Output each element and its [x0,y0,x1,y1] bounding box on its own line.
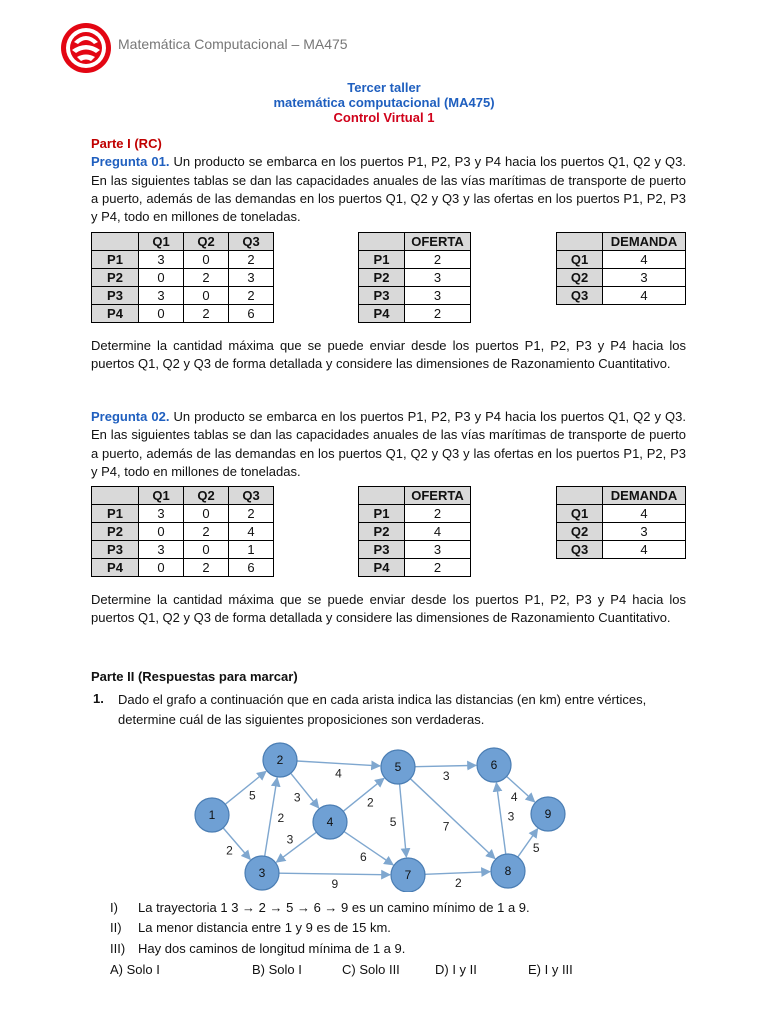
table-header-cell: Q1 [139,487,184,505]
statement-number: III) [110,941,126,956]
q2-text [91,408,686,481]
table-cell: 4 [603,541,686,559]
q1-offer-table [358,232,471,323]
graph-node-label: 9 [544,807,552,821]
table-row [92,523,274,541]
row-header: P4 [359,305,405,323]
row-header: P1 [359,505,405,523]
row-header: Q2 [557,523,603,541]
row-header: P2 [359,523,405,541]
table-header-cell: Q2 [184,233,229,251]
statement-1 [110,900,530,915]
table-cell: 3 [139,541,184,559]
table-cell: 0 [139,523,184,541]
graph-node-label: 4 [326,815,334,829]
graph-node-label: 7 [404,868,412,882]
part2-q1-number: 1. [93,691,104,706]
table-cell: 2 [184,305,229,323]
edge-weight-8-6: 3 [507,809,515,824]
table-cell: 0 [184,505,229,523]
document-titles [0,80,768,125]
q1-text [91,153,686,226]
q1-demand-table [556,232,686,305]
statement-text: Hay dos caminos de longitud mínima de 1 a 9. [138,941,406,956]
answer-b[interactable]: B) Solo I [252,962,302,977]
edge-weight-3-7: 9 [331,876,339,891]
table-cell: 0 [184,287,229,305]
row-header: P4 [92,559,139,577]
edge-weight-2-5: 4 [335,766,342,781]
edge-4-3 [276,832,316,862]
table-cell: 4 [603,505,686,523]
edge-5-7 [400,784,407,857]
table-cell: 2 [184,559,229,577]
row-header: P3 [92,287,139,305]
graph-node-label: 6 [490,758,498,772]
table-cell: 1 [229,541,274,559]
edge-3-2 [265,778,277,856]
table-cell: 2 [405,305,471,323]
table-header-row [92,233,274,251]
table-header-cell [92,233,139,251]
table-cell: 6 [229,305,274,323]
table-cell: 3 [139,505,184,523]
answer-d[interactable]: D) I y II [435,962,477,977]
table-header-cell: Q3 [229,233,274,251]
table-cell: 4 [603,251,686,269]
table-cell: 0 [139,305,184,323]
table-cell: 3 [603,523,686,541]
edge-weight-2-4: 3 [293,790,301,805]
answer-e[interactable]: E) I y III [528,962,573,977]
table-row [92,269,274,287]
table-cell: 2 [184,523,229,541]
table-header-row [92,487,274,505]
title-line-2: matemática computacional (MA475) [273,95,495,110]
part1-heading: Parte I (RC) [91,136,162,151]
table-header-cell: OFERTA [405,487,471,505]
table-row [359,505,471,523]
table-row [557,523,686,541]
edge-4-7 [344,832,393,865]
table-row [92,287,274,305]
table-row [557,505,686,523]
row-header: Q2 [557,269,603,287]
row-header: Q1 [557,505,603,523]
table-row [92,305,274,323]
table-cell: 6 [229,559,274,577]
table-header-row [557,487,686,505]
row-header: P2 [92,269,139,287]
q2-prompt: Determine la cantidad máxima que se puede enviar desde los puertos P1, P2, P3 y P4 hacia los puertos Q1, Q2 y Q3 de forma detallada y considere las dimensiones de Razonamiento Cuantitativo. [91,592,686,626]
edge-weight-4-5: 2 [366,795,374,810]
row-header: P2 [359,269,405,287]
edge-weight-8-9: 5 [532,841,540,856]
row-header: P1 [92,505,139,523]
table-row [557,269,686,287]
row-header: P3 [359,541,405,559]
edge-weight-6-9: 4 [510,789,518,804]
table-cell: 3 [139,251,184,269]
q1-label: Pregunta 01. [91,154,170,170]
row-header: P3 [92,541,139,559]
table-cell: 3 [229,269,274,287]
table-row [92,559,274,577]
edge-weight-5-8: 7 [442,819,450,834]
table-cell: 4 [603,287,686,305]
edge-2-5 [297,761,380,766]
part1-q1-block [91,135,686,226]
edge-7-8 [425,872,490,875]
edge-1-2 [225,771,266,804]
q1-body: Un producto se embarca en los puertos P1, P2, P3 y P4 hacia los puertos Q1, Q2 y Q3. En las siguientes tablas se dan las capacidades anuales de las vías marítimas de transporte de puerto a puerto, además de las demandas en los puertos Q1, Q2 y Q3 y las ofertas en los puertos P1, P2, P3 y P4, todo en millones de toneladas. [91,154,687,225]
table-cell: 4 [229,523,274,541]
edge-5-6 [415,765,476,766]
q1-capacity-table [91,232,274,323]
row-header: P4 [359,559,405,577]
title-line-1: Tercer taller [347,80,421,95]
table-row [359,541,471,559]
row-header: Q1 [557,251,603,269]
q1-prompt: Determine la cantidad máxima que se puede enviar desde los puertos P1, P2, P3 y P4 hacia los puertos Q1, Q2 y Q3 de forma detallada y considere las dimensiones de Razonamiento Cuantitativo. [91,338,686,372]
graph-node-label: 3 [258,866,266,880]
table-cell: 4 [405,523,471,541]
table-cell: 2 [229,505,274,523]
weighted-graph [192,740,572,892]
graph-node-label: 2 [276,753,284,767]
graph-node-label: 1 [208,808,216,822]
table-cell: 2 [405,505,471,523]
table-row [557,287,686,305]
q2-offer-table [358,486,471,577]
q2-demand-table [556,486,686,559]
table-cell: 3 [405,541,471,559]
edge-weight-4-3: 3 [286,832,294,847]
part2-q1-text: Dado el grafo a continuación que en cada arista indica las distancias (en km) entre vértices, determine cuál de las siguientes proposiciones son verdaderas. [118,692,647,727]
table-header-row [557,233,686,251]
statement-text: La trayectoria 1 3 → 2 → 5 → 6 → 9 es un camino mínimo de 1 a 9. [138,900,530,915]
table-cell: 3 [139,287,184,305]
row-header: Q3 [557,287,603,305]
edge-3-7 [279,873,390,875]
row-header: P1 [359,251,405,269]
table-header-cell: OFERTA [405,233,471,251]
table-header-row [359,233,471,251]
table-header-cell [557,233,603,251]
table-header-cell: Q2 [184,487,229,505]
title-line-3: Control Virtual 1 [333,110,435,125]
university-logo-icon [60,22,112,74]
edge-weight-7-8: 2 [455,875,462,890]
row-header: P3 [359,287,405,305]
table-row [359,559,471,577]
table-row [359,523,471,541]
page-header [60,20,380,72]
table-cell: 3 [603,269,686,287]
statement-number: I) [110,900,118,915]
table-cell: 0 [184,251,229,269]
edge-weight-1-3: 2 [226,843,233,858]
table-header-cell [359,233,405,251]
table-cell: 0 [184,541,229,559]
table-row [359,251,471,269]
table-row [92,541,274,559]
table-header-cell [359,487,405,505]
table-cell: 2 [405,251,471,269]
table-cell: 3 [405,287,471,305]
table-row [557,541,686,559]
table-header-cell: Q1 [139,233,184,251]
row-header: Q3 [557,541,603,559]
q2-capacity-table [91,486,274,577]
table-row [557,251,686,269]
table-header-cell: DEMANDA [603,487,686,505]
row-header: P4 [92,305,139,323]
part2-heading: Parte II (Respuestas para marcar) [91,669,298,684]
course-title: Matemática Computacional – MA475 [118,36,348,52]
row-header: P2 [92,523,139,541]
table-header-cell: Q3 [229,487,274,505]
table-header-cell [92,487,139,505]
table-row [92,505,274,523]
table-header-row [359,487,471,505]
table-cell: 2 [184,269,229,287]
statement-3 [110,941,405,956]
edge-8-6 [496,783,505,854]
table-row [359,305,471,323]
table-header-cell: DEMANDA [603,233,686,251]
edge-4-5 [343,778,384,811]
answer-a[interactable]: A) Solo I [110,962,160,977]
table-cell: 2 [229,251,274,269]
table-cell: 0 [139,559,184,577]
statement-2 [110,920,391,935]
table-row [359,287,471,305]
answer-c[interactable]: C) Solo III [342,962,400,977]
statement-number: II) [110,920,122,935]
edge-weight-4-7: 6 [360,849,367,864]
edge-weight-5-6: 3 [442,768,450,783]
table-cell: 2 [405,559,471,577]
edge-weight-3-2: 2 [277,811,285,826]
q2-label: Pregunta 02. [91,409,170,424]
table-row [359,269,471,287]
edge-weight-1-2: 5 [248,788,256,803]
q2-body: Un producto se embarca en los puertos P1, P2, P3 y P4 hacia los puertos Q1, Q2 y Q3. En las siguientes tablas se dan las capacidades anuales de las vías marítimas de transporte de puerto a puerto, además de las demandas en los puertos Q1, Q2 y Q3 y las ofertas en los puertos P1, P2, P3 y P4, todo en millones de toneladas. [91,409,687,479]
graph-node-label: 5 [394,760,402,774]
edge-5-8 [410,779,495,859]
table-cell: 0 [139,269,184,287]
row-header: P1 [92,251,139,269]
edge-weight-5-7: 5 [389,814,397,829]
table-cell: 2 [229,287,274,305]
table-row [92,251,274,269]
table-cell: 3 [405,269,471,287]
statement-text: La menor distancia entre 1 y 9 es de 15 km. [138,920,391,935]
graph-node-label: 8 [504,864,512,878]
table-header-cell [557,487,603,505]
